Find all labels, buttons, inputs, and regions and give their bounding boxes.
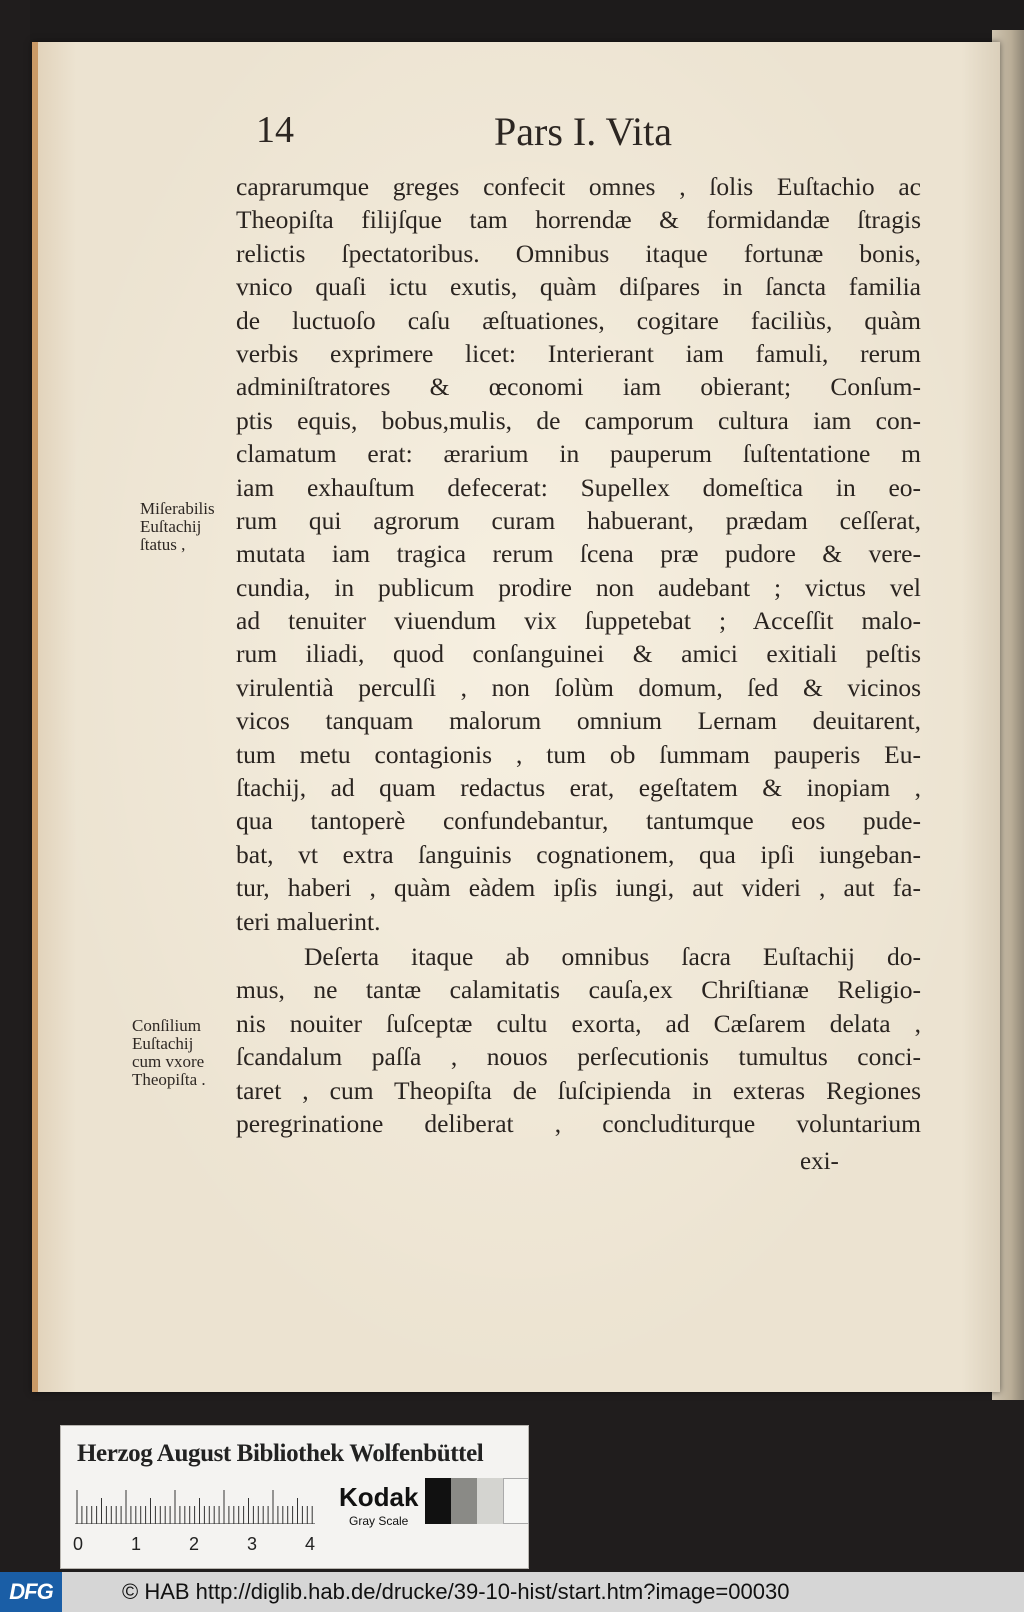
text-line: taret , cum Theopiſta de ſuſcipienda in exteras Regiones: [236, 1075, 921, 1105]
text-line: ad tenuiter viuendum vix ſuppetebat ; Acceſſit malo-: [236, 606, 921, 636]
gray-patch: [451, 1478, 477, 1524]
text-line: de luctuoſo caſu æſtuationes, cogitare faciliùs, quàm: [236, 305, 921, 335]
copyright-link[interactable]: © HAB http://diglib.hab.de/drucke/39-10-hist/start.htm?image=00030: [122, 1579, 790, 1604]
gray-scale-card: [60, 1425, 529, 1569]
text-line: peregrinatione deliberat , concluditurque voluntarium: [236, 1108, 921, 1138]
text-line: mutata iam tragica rerum ſcena præ pudore & vere-: [236, 539, 921, 569]
page-number: 14: [256, 109, 294, 151]
ruler-label: 1: [131, 1534, 142, 1554]
marginal-note-line: Miſerabilis: [140, 499, 215, 518]
ruler-ticks: [75, 1488, 315, 1524]
text-line: ſtachij, ad quam redactus erat, egeſtatem & inopiam ,: [236, 773, 921, 803]
footer-bar: [0, 1572, 1024, 1612]
backdrop-top: [30, 0, 1024, 44]
marginal-note-line: Conſilium: [132, 1016, 201, 1035]
ruler-label: 2: [189, 1534, 200, 1554]
ruler-label: 3: [247, 1534, 258, 1554]
text-line: clamatum erat: ærarium in pauperum ſuſtentatione m: [236, 439, 921, 469]
running-head-title: Pars I. Vita: [494, 109, 672, 154]
text-line: iam exhauſtum defecerat: Supellex domeſtica in eo-: [236, 472, 921, 502]
gray-patch: [477, 1478, 503, 1524]
marginal-note-line: Euſtachij: [140, 517, 202, 536]
text-line: vnico quaſi ictu exutis, quàm diſpares in ſancta familia: [236, 272, 921, 302]
marginal-note-line: cum vxore: [132, 1052, 205, 1071]
marginal-note-line: Euſtachij: [132, 1034, 194, 1053]
text-line: virulentià perculſi , non ſolùm domum, ſed & vicinos: [236, 672, 921, 702]
text-line: ſcandalum paſſa , nouos perſecutionis tumultus conci-: [236, 1042, 921, 1072]
marginal-note-line: Theopiſta .: [132, 1070, 206, 1089]
text-line: Theopiſta filijſque tam horrendæ & formidandæ ſtragis: [236, 205, 921, 235]
text-line: rum qui agrorum curam habuerant, prædam ceſſerat,: [236, 505, 921, 535]
text-line: Deſerta itaque ab omnibus ſacra Euſtachij do-: [304, 941, 921, 971]
text-line: tum metu contagionis , tum ob ſummam pauperis Eu-: [236, 739, 921, 769]
text-line: teri maluerint.: [236, 906, 381, 936]
text-line: bat, vt extra ſanguinis cognationem, qua ipſi iungeban-: [236, 839, 921, 869]
text-line: ptis equis, bobus,mulis, de camporum cultura iam con-: [236, 405, 921, 435]
text-line: adminiſtratores & œconomi iam obierant; Conſum-: [236, 372, 921, 402]
text-line: vicos tanquam malorum omnium Lernam deuitarent,: [236, 706, 921, 736]
gray-patch: [425, 1478, 451, 1524]
text-line: rum iliadi, quod conſanguinei & amici exitiali peſtis: [236, 639, 921, 669]
gray-scale-label: Gray Scale: [349, 1514, 409, 1528]
gray-patches: [425, 1478, 529, 1524]
text-line: nis nouiter ſuſceptæ cultu exorta, ad Cæſarem delata ,: [236, 1008, 921, 1038]
text-line: caprarumque greges confecit omnes , ſolis Euſtachio ac: [236, 172, 921, 201]
marginal-note-consilium: [132, 1017, 242, 1089]
gray-patch: [503, 1478, 529, 1524]
marginal-note-line: ſtatus ,: [140, 535, 186, 554]
text-line: mus, ne tantæ calamitatis cauſa,ex Chriſtianæ Religio-: [236, 975, 921, 1005]
text-line: qua tantoperè confundebantur, tantumque eos pude-: [236, 806, 921, 836]
kodak-logo: Kodak: [339, 1482, 419, 1512]
ruler-label: 4: [305, 1534, 316, 1554]
scanned-page: [32, 42, 1000, 1392]
catchword: exi-: [800, 1148, 839, 1175]
text-line: tur, haberi , quàm eàdem ipſis iungi, aut videri , aut fa-: [236, 873, 921, 903]
marginal-note-miserabilis: [140, 500, 240, 554]
text-line: cundia, in publicum prodire non audebant ; victus vel: [236, 572, 921, 602]
text-line: relictis ſpectatoribus. Omnibus itaque fortunæ bonis,: [236, 238, 921, 268]
ruler-label: 0: [73, 1534, 84, 1554]
dfg-logo: DFG: [0, 1572, 62, 1612]
text-line: verbis exprimere licet: Interierant iam famuli, rerum: [236, 338, 921, 368]
library-name: Herzog August Bibliothek Wolfenbüttel: [77, 1440, 484, 1467]
body-text: [236, 170, 921, 1140]
